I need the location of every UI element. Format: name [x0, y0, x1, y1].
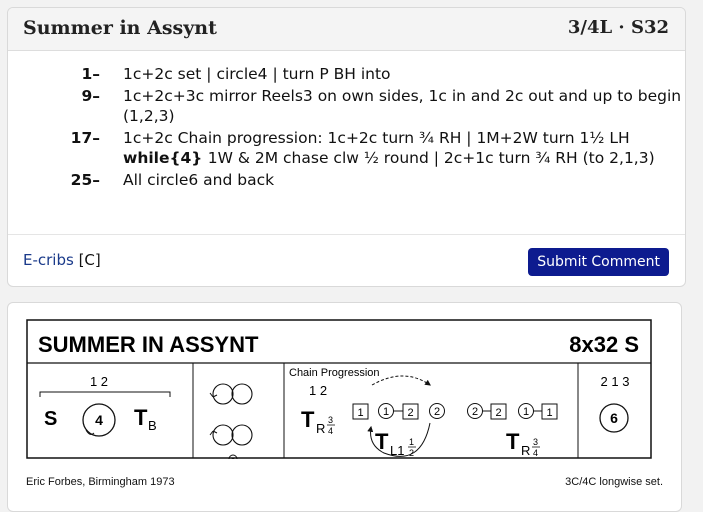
bar-number: 25–	[70, 171, 100, 189]
chain-turn-left-sub: L1	[390, 443, 405, 458]
chain-arrow-icon	[372, 376, 430, 385]
chain-turn-right-sub: R	[316, 421, 326, 436]
diagram-card	[7, 302, 682, 512]
diagram-author: Eric Forbes, Birmingham 1973	[26, 476, 175, 488]
submit-comment-button[interactable]: Submit Comment	[528, 248, 669, 276]
fraction-numerator: 1	[409, 437, 415, 447]
ecribs-line	[23, 251, 101, 269]
dance-card	[7, 7, 686, 287]
cell1-couples: 1 2	[89, 374, 109, 389]
reel-loop-icon	[232, 384, 252, 404]
crib-text: 1c+2c set | circle4 | turn P BH into	[123, 65, 391, 83]
reel-loop-icon	[213, 425, 233, 445]
diagram-title: SUMMER IN ASSYNT	[38, 332, 259, 357]
crib-text: (1,2,3)	[123, 107, 175, 125]
dance-code: 3/4L · S32	[567, 17, 669, 38]
fraction-denominator: 2	[409, 448, 415, 458]
fraction-numerator: 3	[533, 437, 539, 447]
cell1-circle-number: 4	[95, 412, 103, 428]
chain-couples: 1 2	[309, 383, 328, 398]
cell1-set: S	[44, 408, 58, 430]
bar-number: 1–	[81, 65, 100, 83]
dancer-number: 2	[495, 407, 502, 419]
bar-number: 17–	[70, 129, 100, 147]
dancer-number: 1	[522, 406, 530, 418]
dance-header	[8, 8, 685, 51]
reel-loop-icon	[232, 425, 252, 445]
crib-text	[123, 149, 655, 167]
chain-turn-right: T	[301, 407, 315, 432]
cell1-turn-sub: B	[148, 418, 157, 433]
dancer-number: 2	[433, 406, 441, 418]
chain-turn-right-2: T	[506, 429, 520, 454]
card-footer	[8, 234, 685, 287]
crib-text: 1c+2c Chain progression: 1c+2c turn ¾ RH | 1M+2W turn 1½ LH	[123, 129, 630, 147]
crib-text: 1c+2c+3c mirror Reels3 on own sides, 1c in and 2c out and up to begin	[123, 87, 682, 105]
chain-turn-left: T	[375, 429, 389, 454]
while-prefix: while{4}	[123, 149, 208, 167]
reel-loop-icon	[213, 384, 233, 404]
fraction-denominator: 4	[328, 426, 334, 436]
fraction-numerator: 3	[328, 415, 334, 425]
dancer-number: 1	[382, 406, 390, 418]
dancer-number: 1	[546, 407, 553, 419]
chain-label: Chain Progression	[289, 367, 380, 379]
ecribs-link[interactable]: E-cribs	[23, 251, 74, 269]
cell4-circle-number: 6	[610, 410, 618, 426]
crib-text: All circle6 and back	[123, 171, 275, 189]
cell1-bracket	[40, 392, 170, 397]
dancer-number: 1	[357, 407, 364, 419]
dance-diagram	[26, 319, 652, 459]
diagram-set: 3C/4C longwise set.	[565, 476, 663, 488]
dancer-number: 2	[471, 406, 479, 418]
dancer-number: 2	[407, 407, 414, 419]
cell1-turn: T	[134, 405, 148, 430]
cell4-couples: 2 1 3	[600, 374, 630, 389]
dance-title: Summer in Assynt	[23, 17, 217, 39]
chain-turn-right-2-sub: R	[521, 443, 531, 458]
bar-number: 9–	[81, 87, 100, 105]
ecribs-suffix: [C]	[73, 251, 101, 269]
diagram-bars: 8x32 S	[569, 332, 639, 357]
fraction-denominator: 4	[533, 448, 539, 458]
crib-text-rest: 1W & 2M chase clw ½ round | 2c+1c turn ¾ RH (to 2,1,3)	[207, 149, 655, 167]
